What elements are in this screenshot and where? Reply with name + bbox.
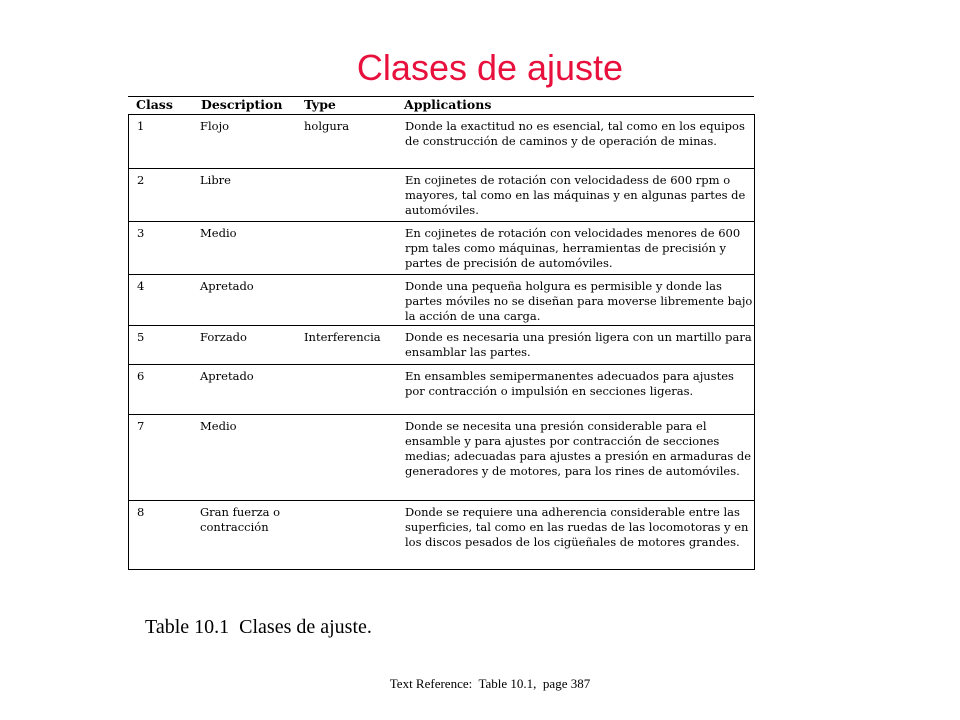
table-row bbox=[129, 115, 754, 168]
cell-description: Libre bbox=[200, 173, 231, 187]
cell-class: 7 bbox=[137, 419, 145, 433]
table-row bbox=[129, 221, 754, 274]
table-header bbox=[128, 98, 754, 115]
header-type: Type bbox=[304, 97, 336, 112]
cell-description: Medio bbox=[200, 226, 237, 240]
table-row bbox=[129, 500, 754, 569]
table-caption: Table 10.1 Clases de ajuste. bbox=[145, 616, 372, 638]
cell-class: 2 bbox=[137, 173, 145, 187]
cell-application: Donde una pequeña holgura es permisible y donde las partes móviles no se diseñan para moverse libremente bajo la acción de una carga. bbox=[405, 279, 753, 323]
cell-application: En cojinetes de rotación con velocidadess de 600 rpm o mayores, tal como en las máquinas y en algunas partes de automóviles. bbox=[405, 173, 746, 217]
cell-class: 6 bbox=[137, 369, 145, 383]
cell-class: 1 bbox=[137, 119, 145, 133]
cell-application: Donde es necesaria una presión ligera con un martillo para ensamblar las partes. bbox=[405, 330, 752, 359]
slide-title: Clases de ajuste bbox=[356, 47, 624, 88]
cell-type: holgura bbox=[304, 119, 350, 133]
cell-description: Apretado bbox=[200, 369, 254, 383]
table-row bbox=[129, 168, 754, 221]
cell-class: 4 bbox=[137, 279, 145, 293]
cell-application: Donde se necesita una presión considerable para el ensamble y para ajustes por contracción de secciones medias; adecuadas para ajustes a presión en armaduras de generadores y de motores, para los rines de automóviles. bbox=[405, 419, 752, 478]
table-row bbox=[129, 325, 754, 364]
cell-class: 5 bbox=[137, 330, 145, 344]
cell-application: Donde la exactitud no es esencial, tal como en los equipos de construcción de caminos y de operación de minas. bbox=[405, 119, 745, 148]
header-class: Class bbox=[136, 97, 173, 112]
cell-application: En cojinetes de rotación con velocidades menores de 600 rpm tales como máquinas, herramientas de precisión y partes de precisión de automóviles. bbox=[405, 226, 741, 270]
header-applications: Applications bbox=[404, 97, 492, 112]
fit-classes-table bbox=[128, 114, 755, 570]
header-description: Description bbox=[201, 97, 283, 112]
cell-class: 8 bbox=[137, 505, 145, 519]
cell-application: En ensambles semipermanentes adecuados para ajustes por contracción o impulsión en secciones ligeras. bbox=[405, 369, 734, 398]
cell-type: Interferencia bbox=[304, 330, 381, 344]
cell-description: Medio bbox=[200, 419, 237, 433]
text-reference: Text Reference: Table 10.1, page 387 bbox=[389, 676, 591, 691]
cell-class: 3 bbox=[137, 226, 145, 240]
table-row bbox=[129, 274, 754, 325]
cell-application: Donde se requiere una adherencia considerable entre las superficies, tal como en las ruedas de las locomotoras y en los discos pesados de los cigüeñales de motores grandes. bbox=[405, 505, 749, 549]
table-row bbox=[129, 414, 754, 500]
table-row bbox=[129, 364, 754, 414]
cell-description: Apretado bbox=[200, 279, 254, 293]
cell-description: Gran fuerza o contracción bbox=[200, 505, 281, 534]
cell-description: Forzado bbox=[200, 330, 247, 344]
cell-description: Flojo bbox=[200, 119, 230, 133]
